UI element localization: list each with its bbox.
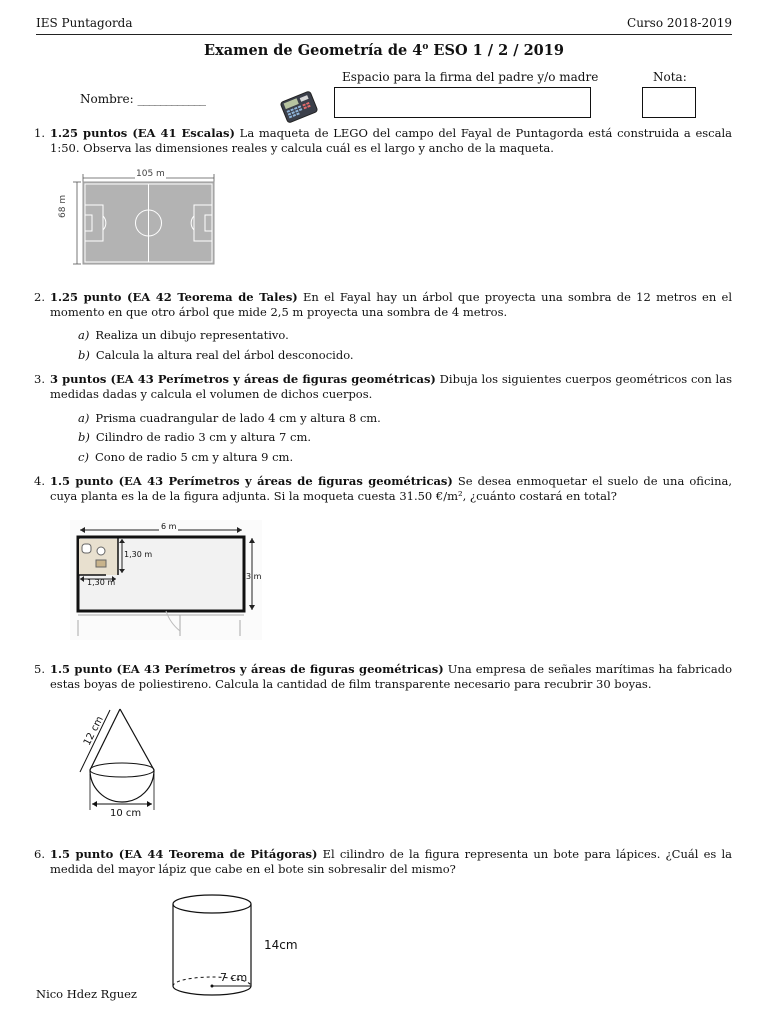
school-name: IES Puntagorda [36,16,133,30]
buoy-slant-label: 12 cm [81,714,106,748]
name-label [80,92,205,108]
question-number: 5. [34,662,45,676]
question-3 [34,372,732,402]
bathroom-width-label: 1,30 m [87,578,116,587]
question-number: 3. [34,372,45,386]
item-text: Cono de radio 5 cm y altura 9 cm. [94,450,294,464]
question-2-item-a [78,328,718,343]
bathroom-height-label: 1,30 m [124,550,153,559]
question-number: 6. [34,847,45,861]
question-text: Una empresa de señales marítimas ha fabricado estas boyas de poliestireno. Calcula la cantidad de film transparente necesario para recubrir 30 boyas. [50,662,732,692]
item-label: b) [78,430,90,444]
question-3-item-b [78,430,718,445]
item-label: c) [78,450,89,464]
football-field-figure [64,168,224,274]
exam-title [0,41,768,60]
item-label: a) [78,328,90,342]
question-number: 4. [34,474,45,488]
question-text: La maqueta de LEGO del campo del Fayal de Puntagorda está construida a escala 1:50. Observa las dimensiones reales y calcula cuál es el largo y ancho de la maqueta. [50,126,732,156]
question-number: 1. [34,126,45,140]
title-date: ESO 1 / 2 / 2019 [428,42,564,59]
signature-box[interactable] [334,87,591,118]
question-2 [34,290,732,320]
question-1 [34,126,732,156]
item-text: Prisma cuadrangular de lado 4 cm y altura 8 cm. [95,411,381,425]
cylinder-figure [166,890,266,1006]
cylinder-radius-label: 7 cm [220,971,248,984]
item-label: a) [78,411,90,425]
item-text: Cilindro de radio 3 cm y altura 7 cm. [95,430,312,444]
signature-label: Espacio para la firma del padre y/o madre [342,70,599,84]
item-label: b) [78,348,90,362]
question-header: 3 puntos (EA 43 Perímetros y áreas de figuras geométricas) [50,372,436,386]
question-text: En el Fayal hay un árbol que proyecta una sombra de 12 metros en el momento en que otro árbol que mide 2,5 m proyecta una sombra de 4 metros. [50,290,732,320]
item-text: Realiza un dibujo representativo. [95,328,289,342]
name-label-text: Nombre: [80,92,134,106]
question-3-item-a [78,411,718,426]
question-6 [34,847,732,877]
question-2-item-b [78,348,718,363]
question-number: 2. [34,290,45,304]
question-text: El cilindro de la figura representa un bote para lápices. ¿Cuál es la medida del mayor lápiz que cabe en el bote sin sobresalir del mismo? [50,847,732,877]
question-4 [34,474,732,504]
question-5 [34,662,732,692]
name-blank[interactable]: ____________ [137,93,205,106]
calculator-icon [279,90,319,128]
field-width-label: 105 m [136,169,165,179]
title-text: Examen de Geometría de 4 [204,42,423,59]
question-text: Se desea enmoquetar el suelo de una oficina, cuya planta es la de la figura adjunta. Si la moqueta cuesta 31.50 €/m², ¿cuánto costará en total? [50,474,732,504]
question-header: 1.5 punto (EA 43 Perímetros y áreas de figuras geométricas) [50,662,444,676]
header-rule [36,34,732,35]
field-height-label: 68 m [58,194,68,218]
question-header: 1.5 punto (EA 44 Teorema de Pitágoras) [50,847,318,861]
course-year: Curso 2018-2019 [627,16,732,30]
question-header: 1.25 punto (EA 42 Teorema de Tales) [50,290,298,304]
question-text: Dibuja los siguientes cuerpos geométricos con las medidas dadas y calcula el volumen de dichos cuerpos. [50,372,732,402]
question-header: 1.25 puntos (EA 41 Escalas) [50,126,235,140]
item-text: Calcula la altura real del árbol desconocido. [95,348,354,362]
title-superscript: o [422,42,429,53]
grade-label: Nota: [653,70,687,84]
author-footer: Nico Hdez Rguez [36,987,137,1001]
grade-box[interactable] [642,87,696,118]
question-header: 1.5 punto (EA 43 Perímetros y áreas de figuras geométricas) [50,474,453,488]
office-width-label: 6 m [161,522,177,531]
office-height-label: 3 m [246,572,262,581]
cylinder-height-label: 14cm [264,938,298,952]
question-3-item-c [78,450,718,465]
buoy-diameter-label: 10 cm [110,808,142,819]
